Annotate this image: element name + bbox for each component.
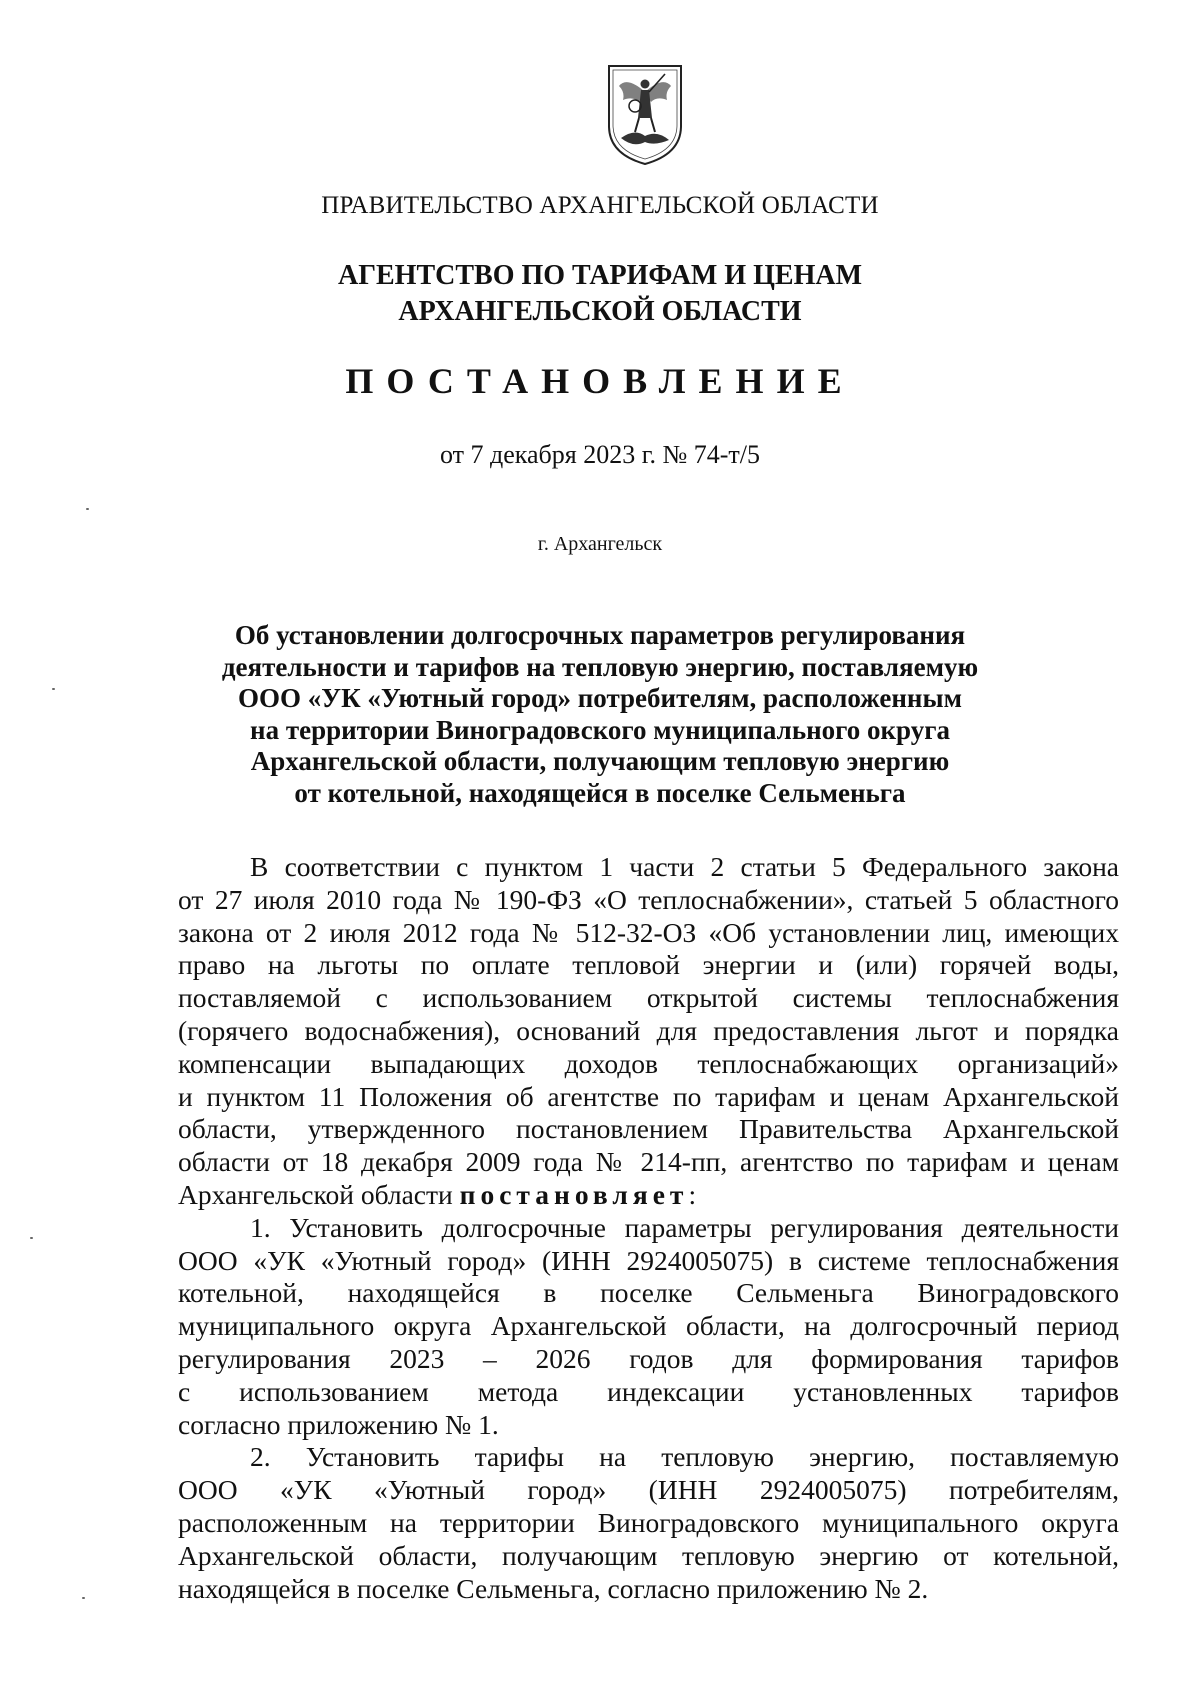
subject-line: Архангельской области, получающим тепловую энергию: [250, 746, 950, 776]
agency-heading: [0, 258, 1200, 330]
subject-line: Об установлении долгосрочных параметров регулирования: [234, 620, 966, 650]
preamble-final-text: Архангельской области: [178, 1178, 460, 1210]
preamble-line: поставляемой с использованием открытой системы теплоснабжения: [178, 982, 1119, 1014]
subject-line: деятельности и тарифов на тепловую энергию, поставляемую: [221, 651, 979, 682]
scan-speck: [52, 688, 55, 690]
scan-speck: [82, 1597, 85, 1599]
preamble-line: от 27 июля 2010 года № 190-ФЗ «О теплоснабжении», статьей 5 областного: [178, 883, 1119, 915]
preamble-line: закона от 2 июля 2012 года № 512-32-ОЗ «Об установлении лиц, имеющих: [178, 916, 1119, 948]
subject-line: ООО «УК «Уютный город» потребителям, расположенным: [238, 683, 962, 713]
preamble-line: области от 18 декабря 2009 года № 214-пп, агентство по тарифам и ценам: [178, 1146, 1119, 1178]
subject-line: от котельной, находящейся в поселке Сельменьга: [294, 777, 906, 808]
document-type-title: ПОСТАНОВЛЕНИЕ: [345, 361, 855, 401]
item2-line: Архангельской области, получающим тепловую энергию от котельной,: [178, 1539, 1119, 1571]
preamble-final-line: [178, 1179, 1119, 1212]
document-subject: [0, 620, 1200, 809]
item1-line: ООО «УК «Уютный город» (ИНН 2924005075) в системе теплоснабжения: [178, 1244, 1119, 1276]
document-body: [178, 851, 1119, 1605]
preamble-line: В соответствии с пунктом 1 части 2 статьи 5 Федерального закона: [250, 851, 1119, 882]
preamble-line: области, утвержденного постановлением Правительства Архангельской: [178, 1113, 1119, 1145]
agency-heading-line: АРХАНГЕЛЬСКОЙ ОБЛАСТИ: [398, 296, 802, 327]
preamble-line: и пунктом 11 Положения об агентстве по тарифам и ценам Архангельской: [178, 1080, 1119, 1112]
scan-speck: [86, 508, 89, 510]
resolves-colon: :: [688, 1178, 697, 1210]
item1-line: регулирования 2023 – 2026 годов для формирования тарифов: [178, 1342, 1119, 1374]
item2-line: находящейся в поселке Сельменьга, согласно приложению № 2.: [178, 1572, 929, 1604]
preamble-line: (горячего водоснабжения), оснований для предоставления льгот и порядка: [178, 1014, 1119, 1046]
item1-line: муниципального округа Архангельской области, на долгосрочный период: [178, 1310, 1119, 1342]
subject-line: на территории Виноградовского муниципального округа: [250, 714, 950, 745]
item1-line: с использованием метода индексации установленных тарифов: [178, 1375, 1119, 1407]
item1-line: котельной, находящейся в поселке Сельменьга Виноградовского: [178, 1277, 1119, 1309]
item2-line: 2. Установить тарифы на тепловую энергию, поставляемую: [250, 1441, 1119, 1473]
item2-line: ООО «УК «Уютный город» (ИНН 2924005075) потребителям,: [178, 1474, 1119, 1506]
issue-city: г. Архангельск: [537, 533, 663, 555]
scan-speck: [30, 1237, 33, 1239]
date-and-number: от 7 декабря 2023 г. № 74-т/5: [439, 440, 761, 469]
agency-heading-line: АГЕНТСТВО ПО ТАРИФАМ И ЦЕНАМ: [337, 260, 863, 291]
item1-line: согласно приложению № 1.: [178, 1408, 499, 1440]
preamble-line: право на льготы по оплате тепловой энергии и (или) горячей воды,: [178, 949, 1119, 981]
government-heading: ПРАВИТЕЛЬСТВО АРХАНГЕЛЬСКОЙ ОБЛАСТИ: [321, 192, 879, 219]
item2-line: расположенным на территории Виноградовского муниципального округа: [178, 1506, 1119, 1538]
preamble-line: компенсации выпадающих доходов теплоснабжающих организаций»: [178, 1047, 1119, 1079]
resolves-word: постановляет: [459, 1178, 689, 1210]
item1-line: 1. Установить долгосрочные параметры регулирования деятельности: [250, 1211, 1119, 1243]
coat-of-arms-emblem: [605, 62, 685, 168]
